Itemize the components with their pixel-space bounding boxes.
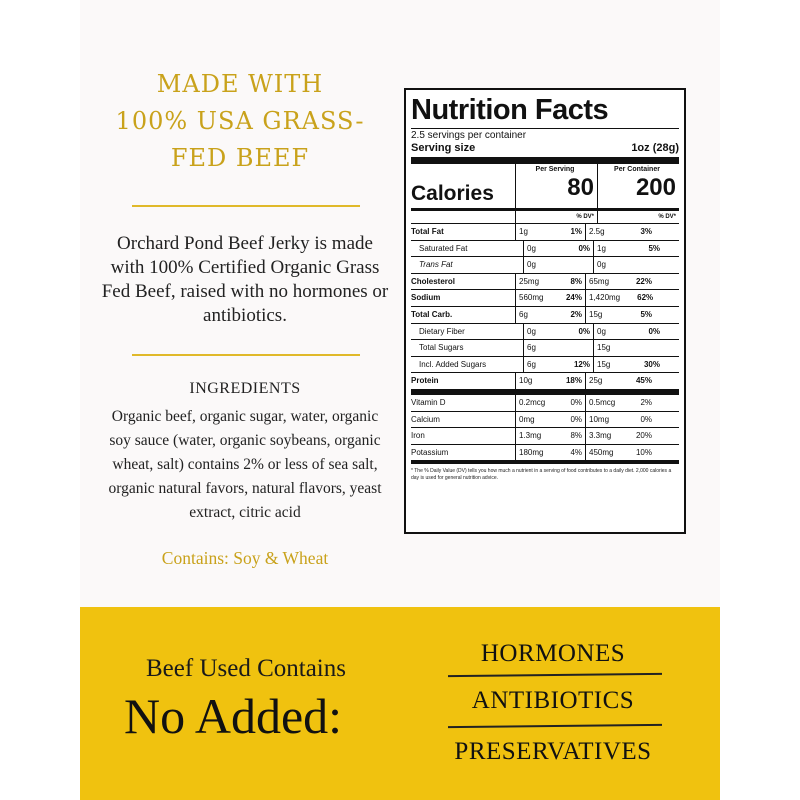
nutrient-row [411, 274, 679, 291]
nutrient-row [411, 395, 679, 412]
nutrient-a2: 2.5g [585, 224, 619, 240]
brush-divider [448, 724, 662, 728]
divider-top [132, 205, 360, 207]
nutrient-p2: 22% [635, 276, 652, 286]
nutrient-p2: 0% [648, 326, 660, 336]
no-added-band [80, 607, 720, 800]
item-antibiotics: ANTIBIOTICS [471, 687, 635, 714]
nutrient-p2: 5% [648, 243, 660, 253]
nutrient-a2: 450mg [585, 445, 619, 461]
per-serving-header: Per Serving [535, 166, 575, 173]
nutrient-row [411, 373, 679, 395]
nutrient-p1: 0% [578, 243, 590, 253]
calories-per-serving [515, 164, 597, 208]
nutrient-row [411, 445, 679, 462]
nutrient-p1 [557, 340, 593, 356]
nutrient-p2 [627, 340, 663, 356]
nutrient-a2: 0g [593, 257, 627, 273]
nutrient-a2: 0.5mcg [585, 395, 619, 411]
nutrient-p1: 4% [570, 447, 582, 457]
vitamin-rows [411, 395, 679, 461]
serving-size [411, 142, 679, 155]
top-section [80, 0, 720, 607]
nutrient-name: Cholesterol [411, 276, 456, 286]
nutrient-rows [411, 224, 679, 395]
item-preservatives: PRESERVATIVES [454, 738, 652, 765]
calories-container-value: 200 [635, 174, 676, 201]
brush-divider [448, 673, 662, 677]
nutrient-row [411, 224, 679, 241]
dv-header-container: % DV* [597, 211, 679, 223]
nutrient-name: Sodium [411, 293, 441, 303]
dv-header-row [411, 211, 679, 224]
per-container-header: Per Container [614, 166, 660, 173]
intro-text: Orchard Pond Beef Jerky is made with 100% Certified Organic Grass Fed Beef, raised with no hormones or antibiotics. [101, 233, 389, 326]
nutrient-p1: 12% [573, 359, 590, 369]
nutrient-row [411, 412, 679, 429]
nutrient-name: Incl. Added Sugars [419, 359, 487, 369]
nutrient-p1: 0% [578, 326, 590, 336]
nutrient-p1: 0% [570, 414, 582, 424]
nutrient-row [411, 357, 679, 374]
nutrient-name: Total Carb. [411, 309, 453, 319]
nutrient-p1: 8% [570, 276, 582, 286]
nutrient-row [411, 241, 679, 258]
nutrient-a1: 1.3mg [515, 428, 549, 444]
calories-label: Calories [411, 182, 494, 205]
nutrient-p1: 24% [565, 293, 582, 303]
nutrient-a1: 6g [523, 340, 557, 356]
nutrient-a1: 25mg [515, 274, 549, 290]
headline-line-2: 100% USA GRASS- [115, 107, 365, 135]
nutrient-a2: 10mg [585, 412, 619, 428]
nutrient-a2: 15g [593, 357, 627, 373]
nutrient-a2: 1g [593, 241, 627, 257]
nutrient-p2: 10% [635, 447, 652, 457]
nutrient-p2: 30% [643, 359, 660, 369]
headline-line-1: MADE WITH [156, 70, 324, 98]
dv-header-serving: % DV* [515, 211, 597, 223]
item-hormones: HORMONES [480, 640, 626, 667]
nutrition-title: Nutrition Facts [411, 94, 609, 126]
nutrient-name: Dietary Fiber [419, 326, 465, 336]
nutrient-name: Iron [411, 431, 425, 441]
nutrient-a1: 0g [523, 324, 557, 340]
nutrient-name: Potassium [411, 447, 449, 457]
nutrient-p1: 0% [570, 397, 582, 407]
nutrient-a1: 0g [523, 241, 557, 257]
ingredients-title: INGREDIENTS [189, 380, 301, 397]
nutrient-a2: 15g [585, 307, 619, 323]
nutrient-p2: 2% [640, 397, 652, 407]
nutrient-p2: 45% [635, 376, 652, 386]
nutrient-name: Trans Fat [419, 260, 453, 270]
serving-size-label: Serving size [411, 142, 476, 154]
nutrient-row [411, 324, 679, 341]
calories-serving-value: 80 [567, 174, 594, 201]
nutrient-p1 [557, 257, 593, 273]
nutrient-a2: 3.3mg [585, 428, 619, 444]
nutrient-row [411, 290, 679, 307]
nutrient-p2: 3% [640, 227, 652, 236]
nutrient-name: Total Sugars [419, 343, 464, 353]
nutrient-p2: 0% [640, 414, 652, 424]
nutrient-a2: 25g [585, 373, 619, 389]
nutrient-p1: 2% [570, 309, 582, 319]
calories-row [411, 164, 679, 211]
servings-per-container: 2.5 servings per container [411, 128, 679, 142]
beef-used-text: Beef Used Contains [146, 655, 346, 682]
nutrient-p2: 5% [640, 309, 652, 319]
nutrient-a1: 0.2mcg [515, 395, 549, 411]
nutrient-row [411, 257, 679, 274]
nutrient-p2 [627, 257, 663, 273]
nutrient-a2: 0g [593, 324, 627, 340]
nutrient-a1: 0mg [515, 412, 549, 428]
footnote: * The % Daily Value (DV) tells you how much a nutrient in a serving of food contributes to a daily diet. 2,000 calories a day is used for general nutrition advice. [411, 461, 679, 482]
allergen-statement: Contains: Soy & Wheat [161, 548, 329, 568]
left-column [80, 0, 400, 607]
nutrient-row [411, 307, 679, 324]
headline [105, 66, 375, 177]
nutrient-p2: 62% [637, 293, 654, 303]
nutrient-a1: 10g [515, 373, 549, 389]
nutrient-a1: 560mg [515, 290, 549, 306]
nutrient-name: Vitamin D [411, 397, 446, 407]
nutrient-a2: 15g [593, 340, 627, 356]
nutrient-a2: 1,420mg [585, 290, 620, 306]
divider-bottom [132, 354, 360, 356]
nutrient-a1: 6g [515, 307, 549, 323]
nutrient-row [411, 428, 679, 445]
nutrient-a1: 1g [515, 224, 549, 240]
nutrient-name: Protein [411, 376, 439, 386]
nutrient-a1: 6g [523, 357, 557, 373]
no-added-heading: No Added: [124, 688, 343, 744]
nutrient-name: Calcium [411, 414, 440, 424]
nutrient-a2: 65mg [585, 274, 619, 290]
nutrient-a1: 0g [523, 257, 557, 273]
ingredients-text: Organic beef, organic sugar, water, organic soy sauce (water, organic soybeans, organic wheat, salt) contains 2% or less of sea salt, organic natural favors, natural flavors, yeast extract, citric acid [108, 408, 382, 521]
nutrient-row [411, 340, 679, 357]
nutrient-p1: 18% [565, 376, 582, 386]
serving-size-value: 1oz (28g) [631, 142, 679, 154]
nutrient-p2: 20% [635, 431, 652, 441]
nutrient-p1: 8% [570, 431, 582, 441]
headline-line-3: FED BEEF [170, 144, 310, 172]
nutrition-facts-label [404, 88, 686, 534]
thick-rule [411, 157, 679, 164]
nutrient-name: Total Fat [411, 227, 444, 236]
nutrient-p1: 1% [570, 227, 582, 236]
nutrient-name: Saturated Fat [419, 243, 468, 253]
calories-per-container [597, 164, 679, 208]
nutrient-a1: 180mg [515, 445, 549, 461]
